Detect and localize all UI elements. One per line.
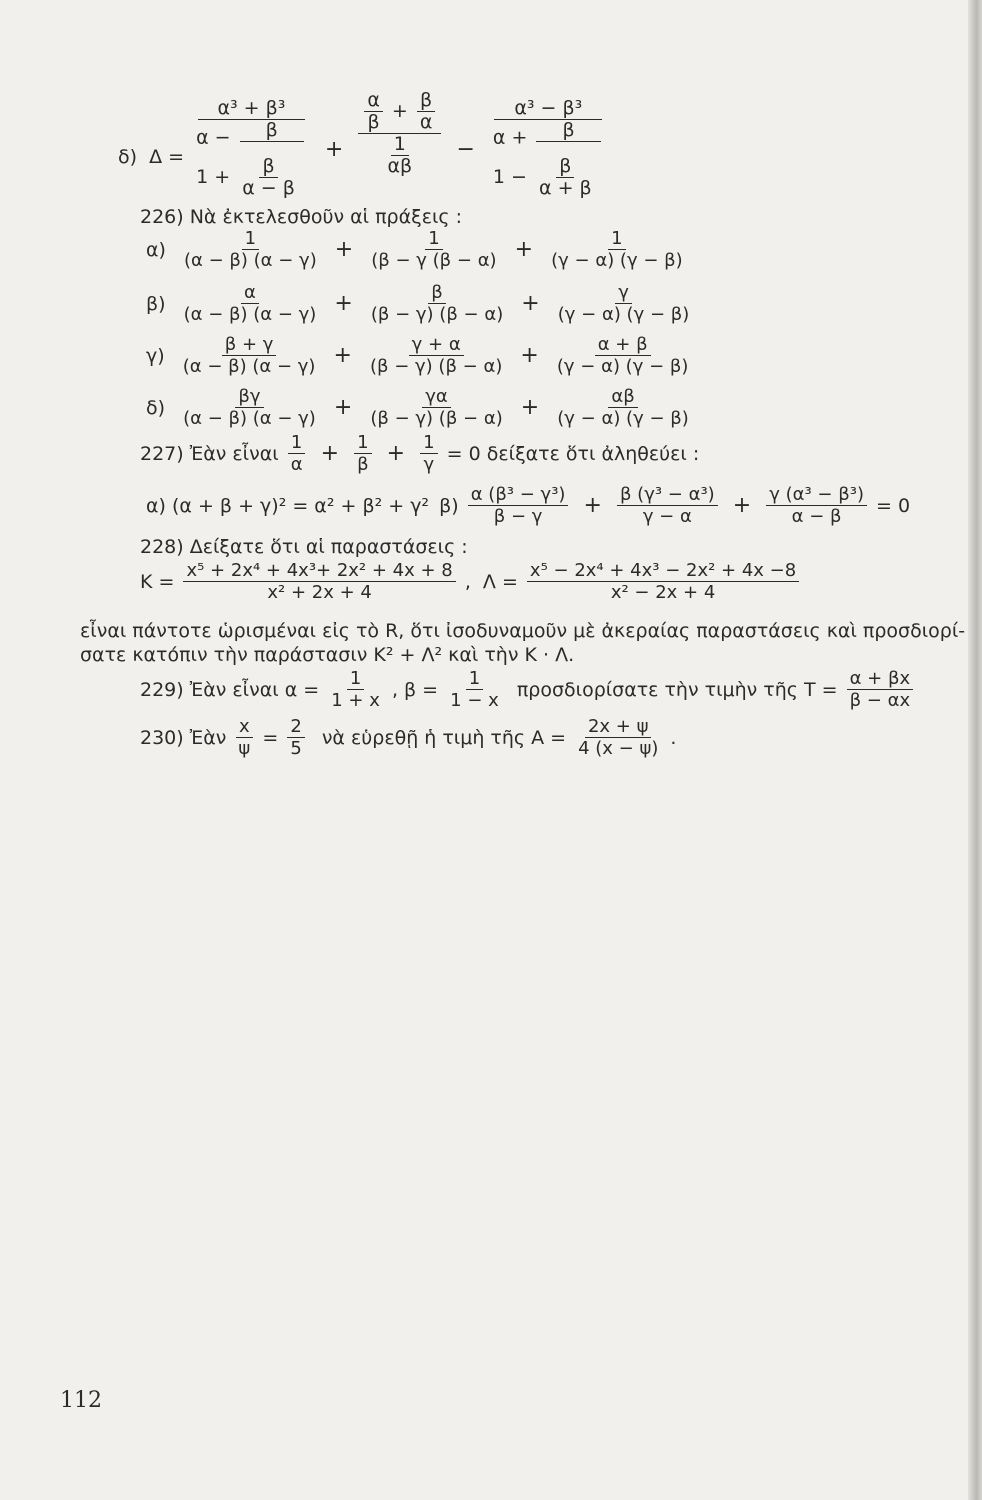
fraction-term-1: α³ + β³ α − β 1 + $\frac{\beta}{\alpha - \beta}$ xyxy=(193,98,310,199)
problem-228-expressions: K = $\frac{\text{x⁵ + 2x⁴ + 4x³+ 2x² + 4x + 8}}{\text{x² + 2x + 4}}$ , Λ = $\frac{\text{x⁵ − 2x⁴ + 4x³ − 2x² + 4x −8}}{\text{x² − 2x + 4}}$ xyxy=(140,560,802,603)
problem-226a: α) $\frac{1}{(\alpha - \beta) (\alpha - \gamma)}$ + $\frac{1}{(\beta - \gamma (\beta - \alpha)}$ + $\frac{1}{(\gamma - \alpha) (\gamma - \beta)}$ xyxy=(146,228,683,271)
item-label: δ) xyxy=(118,145,138,168)
book-spine-shadow xyxy=(968,0,982,1500)
problem-226d: δ) $\frac{\beta\gamma}{(\alpha - \beta) (\alpha - \gamma)}$ + $\frac{\gamma\alpha}{(\beta - \gamma) (\beta - \alpha)}$ + $\frac{\alpha\beta}{(\gamma - \alpha) (\gamma - \beta)}$ xyxy=(146,386,689,429)
delta-lhs: Δ = xyxy=(149,145,185,168)
fraction-term-2: $\frac{\alpha}{\beta}$ + $\frac{\beta}{\alpha}$ $\frac{1}{\alpha\beta}$ xyxy=(358,90,441,177)
problem-228-heading: 228) Δείξατε ὅτι αἱ παραστάσεις : xyxy=(140,536,468,558)
problem-227-intro: 227) Ἐὰν εἶναι $\frac{1}{\alpha}$ + $\frac{1}{\beta}$ + $\frac{1}{\gamma}$ = 0 δείξατε ὅτι ἀληθεύει : xyxy=(140,432,700,475)
fraction-term-3: α³ − β³ α + β 1 − $\frac{\beta}{\alpha + \beta}$ xyxy=(490,98,607,199)
problem-228-text-line-1: εἶναι πάντοτε ὡρισμέναι εἰς τὸ R, ὅτι ἰσοδυναμοῦν μὲ ἀκεραίας παραστάσεις καὶ προσδιορί- xyxy=(80,620,966,642)
page-number: 112 xyxy=(60,1388,102,1413)
problem-227-parts: α) (α + β + γ)² = α² + β² + γ² β) $\frac{\text{α (β³ − γ³)}}{\beta - \gamma}$ + $\frac{\text{β (γ³ − α³)}}{\gamma - \alpha}$ + $\frac{\text{γ (α³ − β³)}}{\alpha - \beta}$ = 0 xyxy=(146,484,911,527)
problem-228-text-line-2: σατε κατόπιν τὴν παράστασιν K² + Λ² καὶ τὴν K · Λ. xyxy=(80,644,575,666)
problem-229: 229) Ἐὰν εἶναι α = $\frac{1}{1 + x}$ , β = $\frac{1}{1 - x}$ προσδιορίσατε τὴν τιμὴν τῆς T = $\frac{\alpha + \beta x}{\beta - \alpha x}$ xyxy=(140,668,916,711)
problem-226-heading: 226) Νὰ ἐκτελεσθοῦν αἱ πράξεις : xyxy=(140,206,463,228)
problem-226c: γ) $\frac{\beta + \gamma}{(\alpha - \beta) (\alpha - \gamma)}$ + $\frac{\gamma + \alpha}{(\beta - \gamma) (\beta - \alpha)}$ + $\frac{\alpha + \beta}{(\gamma - \alpha) (\gamma - \beta)}$ xyxy=(146,334,689,377)
problem-230: 230) Ἐὰν $\frac{x}{\psi}$ = $\frac{2}{5}$ νὰ εὑρεθῇ ἡ τιμὴ τῆς A = $\frac{2x + \psi}{4 (x - \psi)}$ . xyxy=(140,716,677,759)
problem-225d: δ) Δ = α³ + β³ α − β 1 + $\frac{\beta}{\alpha - \beta}$ + $\frac{\alpha}{\beta}$ + $\frac{\beta}{\alpha}$ $\frac{1}{\alpha\beta}$ − α³ − β³ α + β 1 − $\frac{\beta}{\alpha + \beta}$ xyxy=(118,76,610,199)
problem-226b: β) $\frac{\alpha}{(\alpha - \beta) (\alpha - \gamma)}$ + $\frac{\beta}{(\beta - \gamma) (\beta - \alpha)}$ + $\frac{\gamma}{(\gamma - \alpha) (\gamma - \beta)}$ xyxy=(146,282,690,325)
